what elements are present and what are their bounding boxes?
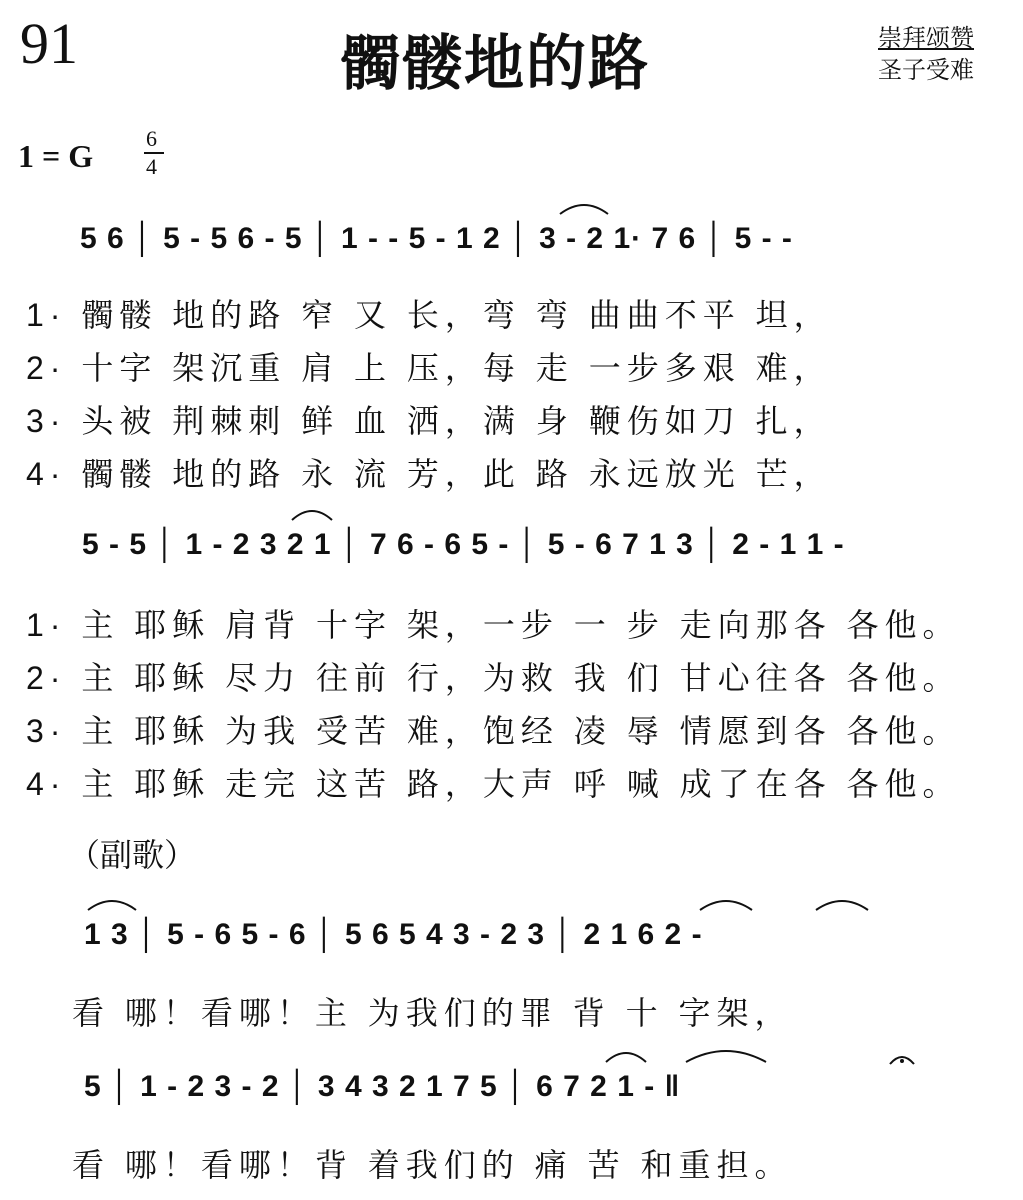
slur-mark (88, 901, 136, 910)
slur-mark (606, 1053, 646, 1062)
slur-mark (686, 1051, 766, 1062)
verse-3-line-2: 3· 主 耶稣 为我 受苦 难，饱经 凌 辱 情愿到各 各他。 (26, 713, 961, 749)
hymn-title: 髑髅地的路 (340, 31, 650, 97)
fermata-dot (900, 1059, 904, 1063)
verse-2-line-1: 2· 十字 架沉重 肩 上 压，每 走 一步多艰 难， (26, 350, 832, 386)
slur-mark (292, 511, 332, 520)
slur-mark (560, 205, 608, 214)
time-signature-top: 6 (146, 126, 157, 151)
slur-mark (816, 901, 868, 910)
slur-mark (700, 901, 752, 910)
verse-1-line-1: 1· 髑髅 地的路 窄 又 长，弯 弯 曲曲不平 坦， (26, 297, 832, 333)
verse-2-line-2: 2· 主 耶稣 尽力 往前 行，为救 我 们 甘心往各 各他。 (26, 660, 961, 696)
verse-1-line-2: 1· 主 耶稣 肩背 十字 架，一步 一 步 走向那各 各他。 (26, 607, 961, 643)
verse-4-line-2: 4· 主 耶稣 走完 这苦 路，大声 呼 喊 成了在各 各他。 (26, 766, 961, 802)
category-label-worship: 崇拜颂赞 (878, 25, 974, 52)
chorus-notation-line-2: 5 │ 1 - 2 3 - 2 │ 3 4 3 2 1 7 5 │ 6 7 2 1 - ‖ (84, 1070, 681, 1103)
chorus-notation-line-1: 1 3 │ 5 - 6 5 - 6 │ 5 6 5 4 3 - 2 3 │ 2 1 6 2 - (84, 918, 703, 951)
notation-line-2: 5 - 5 │ 1 - 2 3 2 1 │ 7 6 - 6 5 - │ 5 - 6 7 1 3 │ 2 - 1 1 - (82, 528, 845, 561)
key-signature: 1 = G (18, 138, 94, 174)
notation-line-1: 5 6 │ 5 - 5 6 - 5 │ 1 - - 5 - 1 2 │ 3 - 2 1· 7 6 │ 5 - - (80, 222, 793, 255)
chorus-label: （副歌） (68, 837, 197, 873)
chorus-lyric-line-1: 看 哪！看哪！主 为我们的罪 背 十 字架， (72, 995, 793, 1031)
verse-4-line-1: 4· 髑髅 地的路 永 流 芳，此 路 永远放光 芒， (26, 456, 832, 492)
chorus-lyric-line-2: 看 哪！看哪！背 着我们的 痛 苦 和重担。 (72, 1147, 793, 1183)
time-signature-bottom: 4 (146, 154, 157, 179)
category-label-passion: 圣子受难 (878, 57, 974, 84)
verse-3-line-1: 3· 头被 荆棘刺 鲜 血 洒，满 身 鞭伤如刀 扎， (26, 403, 832, 439)
hymn-number: 91 (20, 11, 78, 76)
